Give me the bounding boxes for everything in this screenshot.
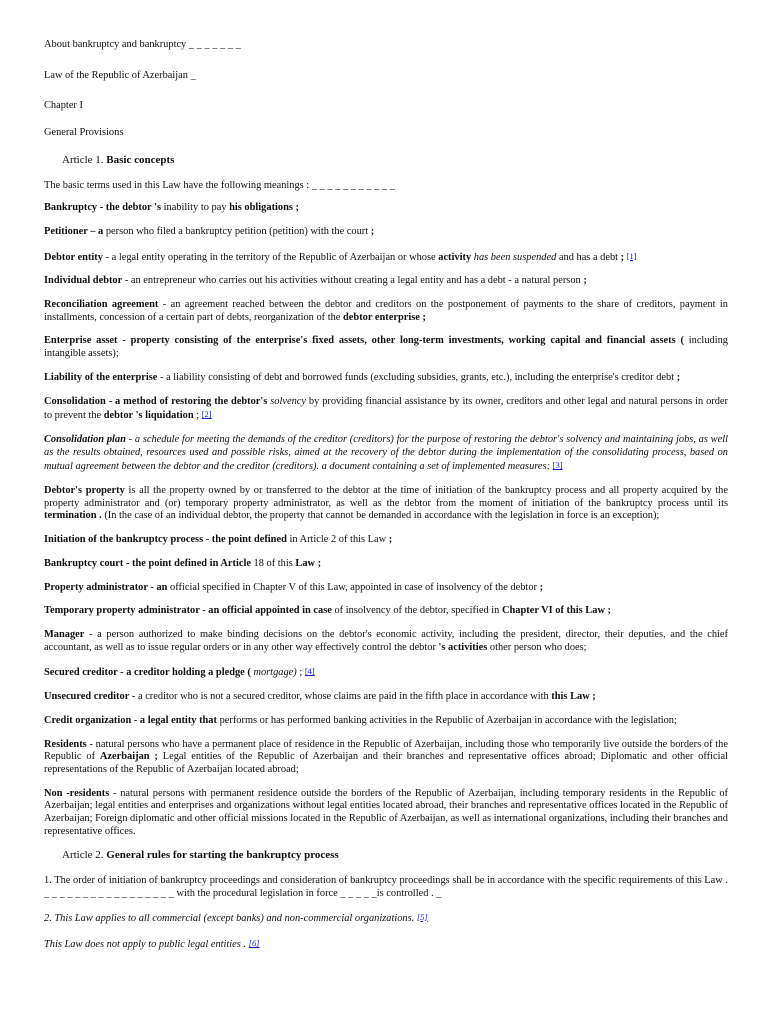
- document-title: About bankruptcy and bankruptcy _ _ _ _ _ _ _: [44, 39, 241, 50]
- footnote-link-5[interactable]: [5]: [416, 911, 428, 922]
- definition-consolidation: Consolidation - a method of restoring the debtor's solvency by providing financial assistance by its owner, creditors and other legal and natural persons in order to prevent the debtor 's liquidation ; [2]: [44, 395, 728, 422]
- definition-bankruptcy: Bankruptcy - the debtor 's inability to pay his obligations ;: [44, 202, 299, 214]
- article-2-paragraph-3: This Law does not apply to public legal entities . [6]: [44, 938, 260, 951]
- article-2-paragraph-2: 2. This Law applies to all commercial (except banks) and non-commercial organizations. [5]: [44, 911, 428, 924]
- definition-petitioner: Petitioner – a person who filed a bankruptcy petition (petition) with the court ;: [44, 225, 375, 237]
- definition-reconciliation-agreement: Reconciliation agreement - an agreement reached between the debtor and creditors on the postponement of payments to the share of creditors, payment in installments, concession of a certain part of debts, reorganization of the debtor enterprise ;: [44, 299, 728, 323]
- definition-bankruptcy-court: Bankruptcy court - the point defined in Article 18 of this Law ;: [44, 557, 322, 569]
- definition-residents: Residents - natural persons who have a permanent place of residence in the Republic of Azerbaijan, including those who temporarily live outside the borders of the Republic of Azerbaijan ; Legal entities of the Republic of Azerbaijan and their branches and representative offices abroad; Diplomatic and other official representations of the Republic of Azerbaijan located abroad;: [44, 738, 728, 775]
- footnote-link-1[interactable]: [1]: [626, 250, 637, 261]
- article-2-heading: Article 2. General rules for starting the bankruptcy process: [62, 849, 339, 862]
- footnote-link-2[interactable]: [2]: [201, 409, 212, 420]
- definition-initiation: Initiation of the bankruptcy process - the point defined in Article 2 of this Law ;: [44, 534, 393, 546]
- footnote-link-3[interactable]: [3]: [552, 460, 563, 471]
- article-1-heading: Article 1. Basic concepts: [62, 153, 175, 166]
- definitions-intro: The basic terms used in this Law have the following meanings : _ _ _ _ _ _ _ _ _ _ _: [44, 179, 395, 191]
- definition-credit-organization: Credit organization - a legal entity that performs or has performed banking activities in the Republic of Azerbaijan in accordance with the legislation;: [44, 714, 677, 726]
- definition-consolidation-plan: Consolidation plan - a schedule for meeting the demands of the creditor (creditors) for the purpose of restoring the debtor's solvency and maintaining jobs, as well as the results obtained, resources used and possible risks, aimed at the recovery of the debtor during the implementation of the consolidating process, based on mutual agreement between the debtor and the creditor (creditors). a document containing a set of implemented measures; [3]: [44, 433, 728, 473]
- footnote-link-6[interactable]: [6]: [248, 938, 260, 949]
- footnote-link-4[interactable]: [4]: [304, 666, 315, 677]
- definition-liability: Liability of the enterprise - a liability consisting of debt and borrowed funds (excluding subsidies, grants, etc.), including the enterprise's creditor debt ;: [44, 371, 681, 383]
- law-name: Law of the Republic of Azerbaijan _: [44, 69, 196, 81]
- definition-debtors-property: Debtor's property is all the property owned by or transferred to the debtor at the time of initiation of the bankruptcy process and all property acquired by the property administrator and (or) temporary property administrator, as well as the debtor from the moment of initiation of the bankruptcy process until its termination . (In the case of an individual debtor, the property that cannot be demanded in accordance with the legislation in force is an exception);: [44, 485, 728, 522]
- definition-individual-debtor: Individual debtor - an entrepreneur who carries out his activities without creating a legal entity and has a debt - a natural person ;: [44, 275, 587, 287]
- definition-secured-creditor: Secured creditor - a creditor holding a pledge ( mortgage) ; [4]: [44, 666, 315, 679]
- chapter-heading: Chapter I: [44, 100, 83, 112]
- definition-property-administrator: Property administrator - an official specified in Chapter V of this Law, appointed in case of insolvency of the debtor ;: [44, 581, 544, 593]
- definition-unsecured-creditor: Unsecured creditor - a creditor who is not a secured creditor, whose claims are paid in the fifth place in accordance with this Law ;: [44, 691, 596, 703]
- article-2-paragraph-1: 1. The order of initiation of bankruptcy proceedings and consideration of bankruptcy proceedings shall be in accordance with the specific requirements of this Law . _ _ _ _ _ _ _ _ _ _ _ _ _ _ _ _ _ with the procedural legislation in force _ _ _ _ _is controlled . _: [44, 875, 728, 899]
- definition-non-residents: Non -residents - natural persons with permanent residence outside the borders of the Republic of Azerbaijan, including temporary residents in the Republic of Azerbaijan; legal entities and enterprises and organizations without legal entities located abroad, their branches and representative offices located in the Republic of Azerbaijan; Foreign diplomatic and other official missions located in the Republic of Azerbaijan, as well as international organizations, including their branches and representative offices.: [44, 787, 728, 837]
- definition-debtor-entity: Debtor entity - a legal entity operating in the territory of the Republic of Azerbaijan or whose activity has been suspended and has a debt ; [1]: [44, 250, 637, 263]
- definition-temporary-administrator: Temporary property administrator - an official appointed in case of insolvency of the debtor, specified in Chapter VI of this Law ;: [44, 605, 611, 617]
- definition-manager: Manager - a person authorized to make binding decisions on the debtor's economic activity, including the president, director, their deputies, and the chief accountant, as well as to issue regular orders or in any other way effectively control the debtor 's activities other person who does;: [44, 628, 728, 653]
- section-heading: General Provisions: [44, 127, 124, 139]
- definition-enterprise-asset: Enterprise asset - property consisting of the enterprise's fixed assets, other long-term investments, working capital and financial assets ( including intangible assets);: [44, 335, 728, 360]
